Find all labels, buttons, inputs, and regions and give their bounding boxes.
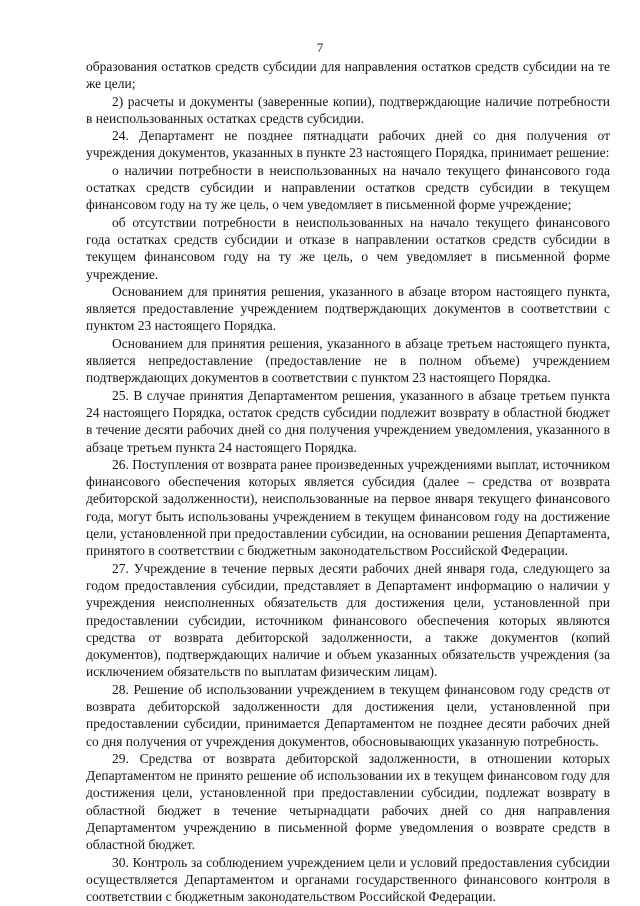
paragraph-clause-26: 26. Поступления от возврата ранее произведенных учреждениями выплат, источником финансового обеспечения которых является субсидия (далее – средства от возврата дебиторской задолженности), неиспользованные на первое января текущего финансового года, могут быть использованы учреждением в текущем финансовом году на достижение цели, установленной при предоставлении субсидии, на основании решения Департамента, принятого в соответствии с бюджетным законодательством Российской Федерации.: [86, 456, 610, 559]
paragraph-clause-24-decision-no: об отсутствии потребности в неиспользованных на начало текущего финансового года остатках средств субсидии и отказе в направлении остатков средств субсидии в текущем финансовом году на ту же цель, о чем уведомляет в письменной форме учреждение.: [86, 214, 610, 282]
page-number: 7: [316, 40, 324, 55]
document-body: [86, 58, 610, 906]
paragraph-clause-27: 27. Учреждение в течение первых десяти рабочих дней января года, следующего за годом предоставления субсидии, представляет в Департамент информацию о наличии у учреждения неисполненных обязательств для достижения цели, установленной при предоставлении субсидии, источником финансового обеспечения которых являются средства от возврата дебиторской задолженности, а также документов (копий документов), подтверждающих наличие и объем указанных обязательств учреждения (за исключением обязательств по выплатам физическим лицам).: [86, 560, 610, 680]
paragraph-item-2: 2) расчеты и документы (заверенные копии), подтверждающие наличие потребности в неиспользованных остатках средств субсидии.: [86, 93, 610, 126]
paragraph-clause-24-basis-second: Основанием для принятия решения, указанного в абзаце втором настоящего пункта, является предоставление учреждением подтверждающих документов в соответствии с пунктом 23 настоящего Порядка.: [86, 283, 610, 334]
paragraph-clause-30: 30. Контроль за соблюдением учреждением цели и условий предоставления субсидии осуществляется Департаментом и органами государственного финансового контроля в соответствии с бюджетным законодательством Российской Федерации.: [86, 854, 610, 905]
paragraph-clause-25: 25. В случае принятия Департаментом решения, указанного в абзаце третьем пункта 24 настоящего Порядка, остаток средств субсидии подлежит возврату в областной бюджет в течение десяти рабочих дней со дня получения учреждением уведомления, указанного в абзаце третьем пункта 24 настоящего Порядка.: [86, 387, 610, 455]
paragraph-clause-28: 28. Решение об использовании учреждением в текущем финансовом году средств от возврата дебиторской задолженности для достижения цели, установленной при предоставлении субсидии, принимается Департаментом не позднее десяти рабочих дней со дня получения от учреждения документов, обосновывающих указанную потребность.: [86, 681, 610, 749]
paragraph-clause-24-basis-third: Основанием для принятия решения, указанного в абзаце третьем настоящего пункта, является непредоставление (предоставление не в полном объеме) учреждением подтверждающих документов в соответствии с пунктом 23 настоящего Порядка.: [86, 335, 610, 386]
paragraph-clause-29: 29. Средства от возврата дебиторской задолженности, в отношении которых Департаментом не принято решение об использовании их в текущем финансовом году для достижения цели, установленной при предоставлении субсидии, подлежат возврату в областной бюджет в течение четырнадцати рабочих дней со дня направления Департаментом учреждению в письменной форме уведомления о возврате средств в областной бюджет.: [86, 750, 610, 853]
paragraph-clause-24: 24. Департамент не позднее пятнадцати рабочих дней со дня получения от учреждения документов, указанных в пункте 23 настоящего Порядка, принимает решение:: [86, 128, 610, 161]
paragraph-continuation: образования остатков средств субсидии для направления остатков средств субсидии на те же цели;: [86, 59, 610, 92]
paragraph-clause-24-decision-yes: о наличии потребности в неиспользованных на начало текущего финансового года остатках средств субсидии и направлении остатков средств субсидии в текущем финансовом году на ту же цель, о чем уведомляет в письменной форме учреждение;: [86, 162, 610, 213]
